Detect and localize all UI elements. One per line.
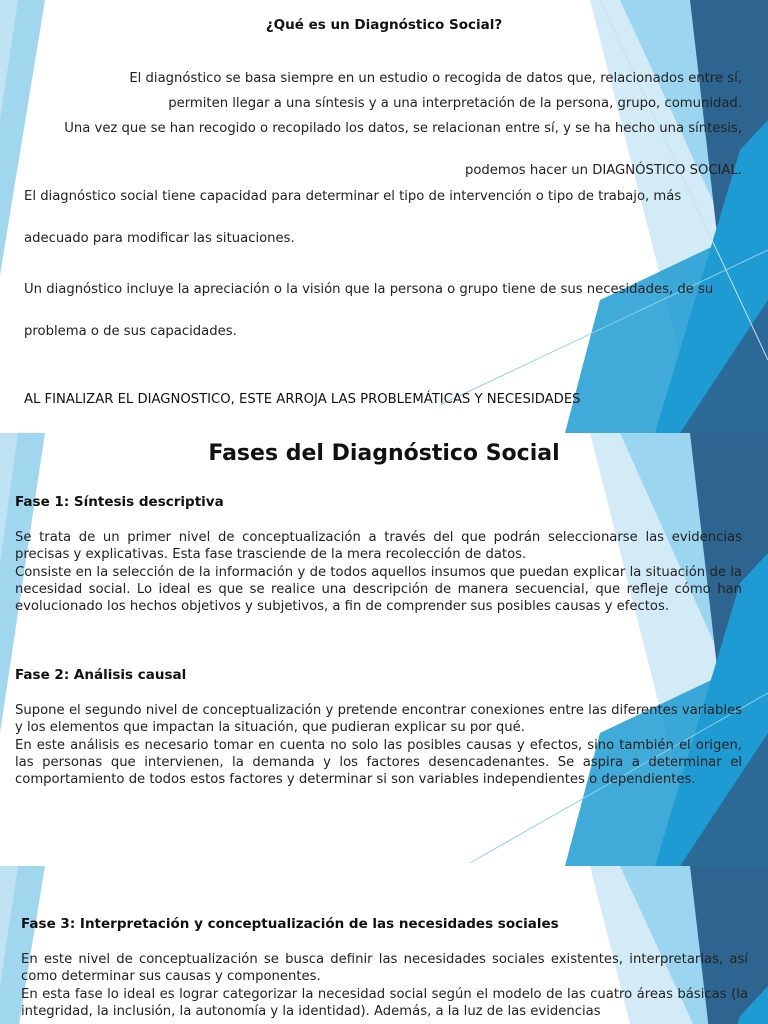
capacity-paragraph-end: adecuado para modificar las situaciones. xyxy=(24,231,295,246)
slide-1-decoration xyxy=(0,0,768,433)
intro-line-2: permiten llegar a una síntesis y a una interpretación de la persona, grupo, comunidad. xyxy=(168,96,742,111)
intro-line-3: Una vez que se han recogido o recopilado los datos, se relacionan entre sí, y se ha hecho una síntesis, xyxy=(64,121,742,136)
slide-2-title: Fases del Diagnóstico Social xyxy=(208,441,560,466)
fase-1-heading: Fase 1: Síntesis descriptiva xyxy=(15,494,224,510)
appreciation-paragraph-end: problema o de sus capacidades. xyxy=(24,324,237,339)
fase-2-paragraph-2: En este análisis es necesario tomar en cuenta no solo las posibles causas y efectos, sino también el origen, las personas que intervienen, la demanda y los factores desencadenantes. Se aspira a determinar el comportamiento de todos estos factores y determinar si son variables independientes o dependientes. xyxy=(15,738,742,787)
capacity-paragraph: El diagnóstico social tiene capacidad para determinar el tipo de intervención o tipo de trabajo, más xyxy=(24,189,682,204)
intro-line-4: podemos hacer un DIAGNÓSTICO SOCIAL. xyxy=(464,163,742,178)
fase-1-paragraph-1: Se trata de un primer nivel de conceptualización a través del que podrán seleccionarse las evidencias precisas y explicativas. Esta fase trasciende de la mera recolección de datos. xyxy=(15,530,742,562)
fase-2-paragraph-1: Supone el segundo nivel de conceptualización y pretende encontrar conexiones entre las diferentes variables y los elementos que impactan la situación, que pudieran explicar su por qué. xyxy=(15,703,742,735)
appreciation-paragraph: Un diagnóstico incluye la apreciación o la visión que la persona o grupo tiene de sus necesidades, de su xyxy=(24,282,714,297)
slide-3 xyxy=(0,866,768,1024)
slide-1 xyxy=(0,0,768,433)
fase-3-paragraph-2: En esta fase lo ideal es lograr categorizar la necesidad social según el modelo de las cuatro áreas básicas (la integridad, la inclusión, la autonomía y la identidad). Además, a la luz de las evidencias xyxy=(21,987,748,1019)
slide-2 xyxy=(0,433,768,866)
fase-3-heading: Fase 3: Interpretación y conceptualización de las necesidades sociales xyxy=(21,916,559,932)
fase-1-paragraph-2: Consiste en la selección de la información y de todos aquellos insumos que puedan explicar la situación de la necesidad social. Lo ideal es que se realice una descripción de manera secuencial, que refleje cómo han evolucionado los hechos objetivos y subjetivos, a fin de comprender sus posibles causas y efectos. xyxy=(15,565,742,614)
slide-1-title: ¿Qué es un Diagnóstico Social? xyxy=(265,17,503,33)
fase-3-paragraph-1: En este nivel de conceptualización se busca definir las necesidades sociales existentes, interpretarlas, así como determinar sus causas y componentes. xyxy=(21,952,748,984)
intro-line-1: El diagnóstico se basa siempre en un estudio o recogida de datos que, relacionados entre sí, xyxy=(129,71,742,86)
closing-statement: AL FINALIZAR EL DIAGNOSTICO, ESTE ARROJA LAS PROBLEMÁTICAS Y NECESIDADES xyxy=(24,392,581,407)
fase-2-heading: Fase 2: Análisis causal xyxy=(15,667,187,683)
